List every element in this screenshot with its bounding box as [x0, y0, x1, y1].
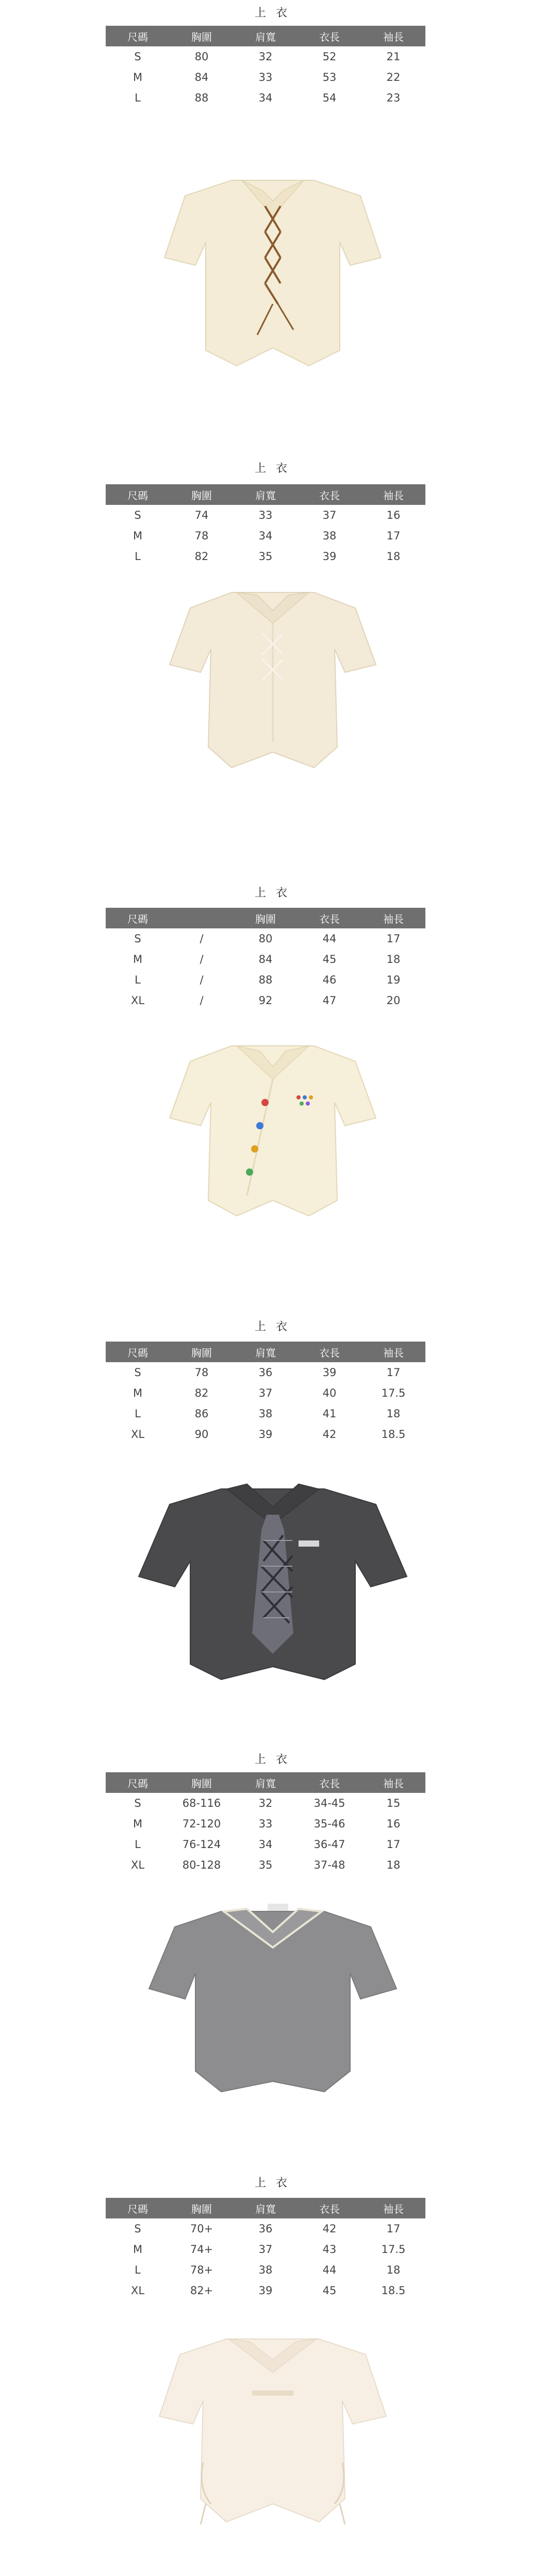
table-cell: / — [200, 994, 204, 1007]
table-row — [106, 2280, 425, 2301]
table-cell: S — [134, 509, 141, 521]
header-cell: 肩寬 — [255, 489, 276, 502]
table-row — [106, 2260, 425, 2280]
table-cell: XL — [130, 1859, 145, 1871]
table-cell: 33 — [258, 71, 273, 83]
table-cell: 52 — [322, 50, 337, 63]
table-cell: 86 — [194, 1408, 209, 1420]
header-cell: 尺碼 — [127, 1777, 148, 1790]
table-cell: 84 — [258, 953, 273, 965]
table-cell: M — [133, 1387, 143, 1399]
header-cell: 衣長 — [319, 912, 340, 925]
section-title: 上 衣 — [255, 462, 290, 475]
section-title: 上 衣 — [255, 2177, 290, 2190]
header-cell: 衣長 — [319, 489, 340, 502]
table-cell: 36 — [258, 2223, 273, 2235]
table-cell: 21 — [386, 50, 401, 63]
table-row — [106, 546, 425, 567]
table-cell: 36 — [258, 1366, 273, 1379]
table-cell: S — [134, 933, 141, 945]
table-cell: XL — [130, 1428, 145, 1440]
product-photo-grey-polo — [0, 1886, 545, 2107]
section-title: 上 衣 — [255, 1753, 290, 1766]
table-cell: 15 — [386, 1797, 401, 1809]
table-cell: 53 — [322, 71, 337, 83]
header-cell: 袖長 — [383, 1346, 404, 1359]
table-cell: 74 — [194, 509, 209, 521]
section-title: 上 衣 — [255, 887, 290, 900]
header-cell: 袖長 — [383, 489, 404, 502]
table-cell: 20 — [386, 994, 401, 1007]
header-cell: 胸圍 — [191, 1346, 212, 1359]
table-cell: 39 — [258, 1428, 273, 1440]
table-cell: 78+ — [190, 2264, 213, 2276]
table-cell: 17.5 — [381, 2243, 406, 2256]
table-cell: 88 — [194, 92, 209, 104]
table-cell: M — [133, 1818, 143, 1830]
size-section-1 — [0, 0, 545, 453]
table-cell: 80 — [258, 933, 273, 945]
table-cell: 72-120 — [182, 1818, 221, 1830]
table-row — [106, 949, 425, 970]
table-cell: 17 — [386, 933, 401, 945]
table-row — [106, 1362, 425, 1383]
table-cell: 38 — [258, 1408, 273, 1420]
header-cell: 衣長 — [319, 1346, 340, 1359]
header-cell: 尺碼 — [127, 2202, 148, 2215]
table-cell: 80 — [194, 50, 209, 63]
table-cell: L — [135, 92, 141, 104]
table-row — [106, 1793, 425, 1814]
table-cell: 76-124 — [182, 1838, 221, 1851]
table-cell: S — [134, 2223, 141, 2235]
table-cell: 18 — [386, 1408, 401, 1420]
table-row — [106, 1834, 425, 1855]
header-cell: 尺碼 — [127, 30, 148, 43]
table-cell: 35-46 — [313, 1818, 345, 1830]
table-cell: S — [134, 50, 141, 63]
table-cell: 78 — [194, 530, 209, 542]
header-cell: 衣長 — [319, 1777, 340, 1790]
table-cell: S — [134, 1366, 141, 1379]
header-cell: 袖長 — [383, 30, 404, 43]
table-cell: 42 — [322, 2223, 337, 2235]
table-cell: / — [200, 933, 204, 945]
header-cell: 尺碼 — [127, 489, 148, 502]
table-row — [106, 46, 425, 67]
table-cell: L — [135, 2264, 141, 2276]
table-cell: XL — [130, 994, 145, 1007]
header-cell: 袖長 — [383, 2202, 404, 2215]
table-cell: M — [133, 530, 143, 542]
table-cell: 16 — [386, 509, 401, 521]
table-row — [106, 1383, 425, 1403]
header-cell: 胸圍 — [255, 912, 276, 925]
table-cell: 39 — [322, 550, 337, 563]
table-row — [106, 526, 425, 546]
table-cell: 17.5 — [381, 1387, 406, 1399]
table-cell: / — [200, 974, 204, 986]
table-cell: 82 — [194, 550, 209, 563]
size-table — [106, 908, 425, 1011]
product-photo-tie-front-top — [0, 572, 545, 788]
table-row — [106, 970, 425, 990]
table-row — [106, 1855, 425, 1875]
table-cell: 23 — [386, 92, 401, 104]
size-table — [106, 1342, 425, 1445]
table-row — [106, 1403, 425, 1424]
header-cell: 尺碼 — [127, 912, 148, 925]
table-cell: S — [134, 1797, 141, 1809]
table-cell: 74+ — [190, 2243, 213, 2256]
header-cell: 肩寬 — [255, 30, 276, 43]
table-cell: 82+ — [190, 2284, 213, 2297]
table-cell: L — [135, 974, 141, 986]
table-cell: 45 — [322, 953, 337, 965]
section-title: 上 衣 — [255, 7, 290, 20]
table-cell: L — [135, 1838, 141, 1851]
table-cell: 39 — [258, 2284, 273, 2297]
product-photo-drawstring-top — [0, 2318, 545, 2545]
product-photo-button-top — [0, 1025, 545, 1242]
table-cell: 18 — [386, 2264, 401, 2276]
header-cell: 胸圍 — [191, 1777, 212, 1790]
table-cell: M — [133, 2243, 143, 2256]
section-title: 上 衣 — [255, 1320, 290, 1333]
table-cell: 36-47 — [313, 1838, 345, 1851]
table-cell: 35 — [258, 550, 273, 563]
table-cell: 88 — [258, 974, 273, 986]
table-cell: 18 — [386, 550, 401, 563]
size-section-4 — [0, 1303, 545, 1747]
table-header — [106, 1772, 425, 1793]
table-cell: 92 — [258, 994, 273, 1007]
table-cell: 90 — [194, 1428, 209, 1440]
size-table — [106, 1772, 425, 1875]
table-cell: 37 — [258, 2243, 273, 2256]
table-cell: XL — [130, 2284, 145, 2297]
table-cell: 54 — [322, 92, 337, 104]
table-cell: 38 — [258, 2264, 273, 2276]
table-cell: 42 — [322, 1428, 337, 1440]
table-row — [106, 505, 425, 526]
table-cell: 39 — [322, 1366, 337, 1379]
header-cell: 胸圍 — [191, 489, 212, 502]
size-table — [106, 484, 425, 567]
table-cell: 19 — [386, 974, 401, 986]
table-cell: 37-48 — [313, 1859, 345, 1871]
table-cell: 84 — [194, 71, 209, 83]
header-cell: 胸圍 — [191, 2202, 212, 2215]
header-cell: 肩寬 — [255, 2202, 276, 2215]
table-cell: 22 — [386, 71, 401, 83]
product-photo-lace-up-top — [0, 160, 545, 381]
table-cell: L — [135, 550, 141, 563]
table-cell: 70+ — [190, 2223, 213, 2235]
table-cell: 35 — [258, 1859, 273, 1871]
table-cell: 18.5 — [381, 1428, 406, 1440]
table-cell: 68-116 — [182, 1797, 221, 1809]
table-cell: 78 — [194, 1366, 209, 1379]
table-header — [106, 1342, 425, 1362]
table-cell: 17 — [386, 2223, 401, 2235]
table-cell: 18 — [386, 1859, 401, 1871]
table-row — [106, 67, 425, 88]
table-cell: 17 — [386, 530, 401, 542]
table-cell: / — [200, 953, 204, 965]
table-cell: 16 — [386, 1818, 401, 1830]
table-cell: 17 — [386, 1838, 401, 1851]
table-cell: 43 — [322, 2243, 337, 2256]
table-header — [106, 2198, 425, 2218]
table-row — [106, 2218, 425, 2239]
table-cell: 32 — [258, 50, 273, 63]
header-cell: 肩寬 — [255, 1346, 276, 1359]
table-header — [106, 484, 425, 505]
table-cell: 80-128 — [182, 1859, 221, 1871]
header-cell: 袖長 — [383, 1777, 404, 1790]
header-cell: 胸圍 — [191, 30, 212, 43]
table-cell: 82 — [194, 1387, 209, 1399]
table-cell: 34 — [258, 92, 273, 104]
table-row — [106, 88, 425, 108]
table-row — [106, 1424, 425, 1445]
product-photo-tie-shirt — [0, 1463, 545, 1705]
header-cell: 衣長 — [319, 30, 340, 43]
table-cell: M — [133, 71, 143, 83]
table-cell: 33 — [258, 1818, 273, 1830]
table-cell: 44 — [322, 2264, 337, 2276]
table-cell: 33 — [258, 509, 273, 521]
table-row — [106, 1814, 425, 1834]
table-cell: 38 — [322, 530, 337, 542]
table-cell: 34 — [258, 1838, 273, 1851]
table-row — [106, 2239, 425, 2260]
header-cell: 尺碼 — [127, 1346, 148, 1359]
table-cell: 45 — [322, 2284, 337, 2297]
size-table — [106, 2198, 425, 2301]
table-cell: 32 — [258, 1797, 273, 1809]
header-cell: 衣長 — [319, 2202, 340, 2215]
size-section-3 — [0, 881, 545, 1303]
table-cell: L — [135, 1408, 141, 1420]
table-cell: M — [133, 953, 143, 965]
table-cell: 40 — [322, 1387, 337, 1399]
table-cell: 37 — [258, 1387, 273, 1399]
table-cell: 18 — [386, 953, 401, 965]
header-cell: 袖長 — [383, 912, 404, 925]
table-cell: 34-45 — [313, 1797, 345, 1809]
table-cell: 17 — [386, 1366, 401, 1379]
size-section-6 — [0, 2148, 545, 2576]
table-cell: 37 — [322, 509, 337, 521]
table-cell: 18.5 — [381, 2284, 406, 2297]
table-row — [106, 990, 425, 1011]
header-cell: 肩寬 — [255, 1777, 276, 1790]
size-table — [106, 26, 425, 108]
table-header — [106, 908, 425, 928]
table-cell: 34 — [258, 530, 273, 542]
size-section-2 — [0, 453, 545, 881]
table-row — [106, 928, 425, 949]
table-cell: 46 — [322, 974, 337, 986]
table-header — [106, 26, 425, 46]
size-section-5 — [0, 1747, 545, 2148]
table-cell: 44 — [322, 933, 337, 945]
table-cell: 41 — [322, 1408, 337, 1420]
table-cell: 47 — [322, 994, 337, 1007]
